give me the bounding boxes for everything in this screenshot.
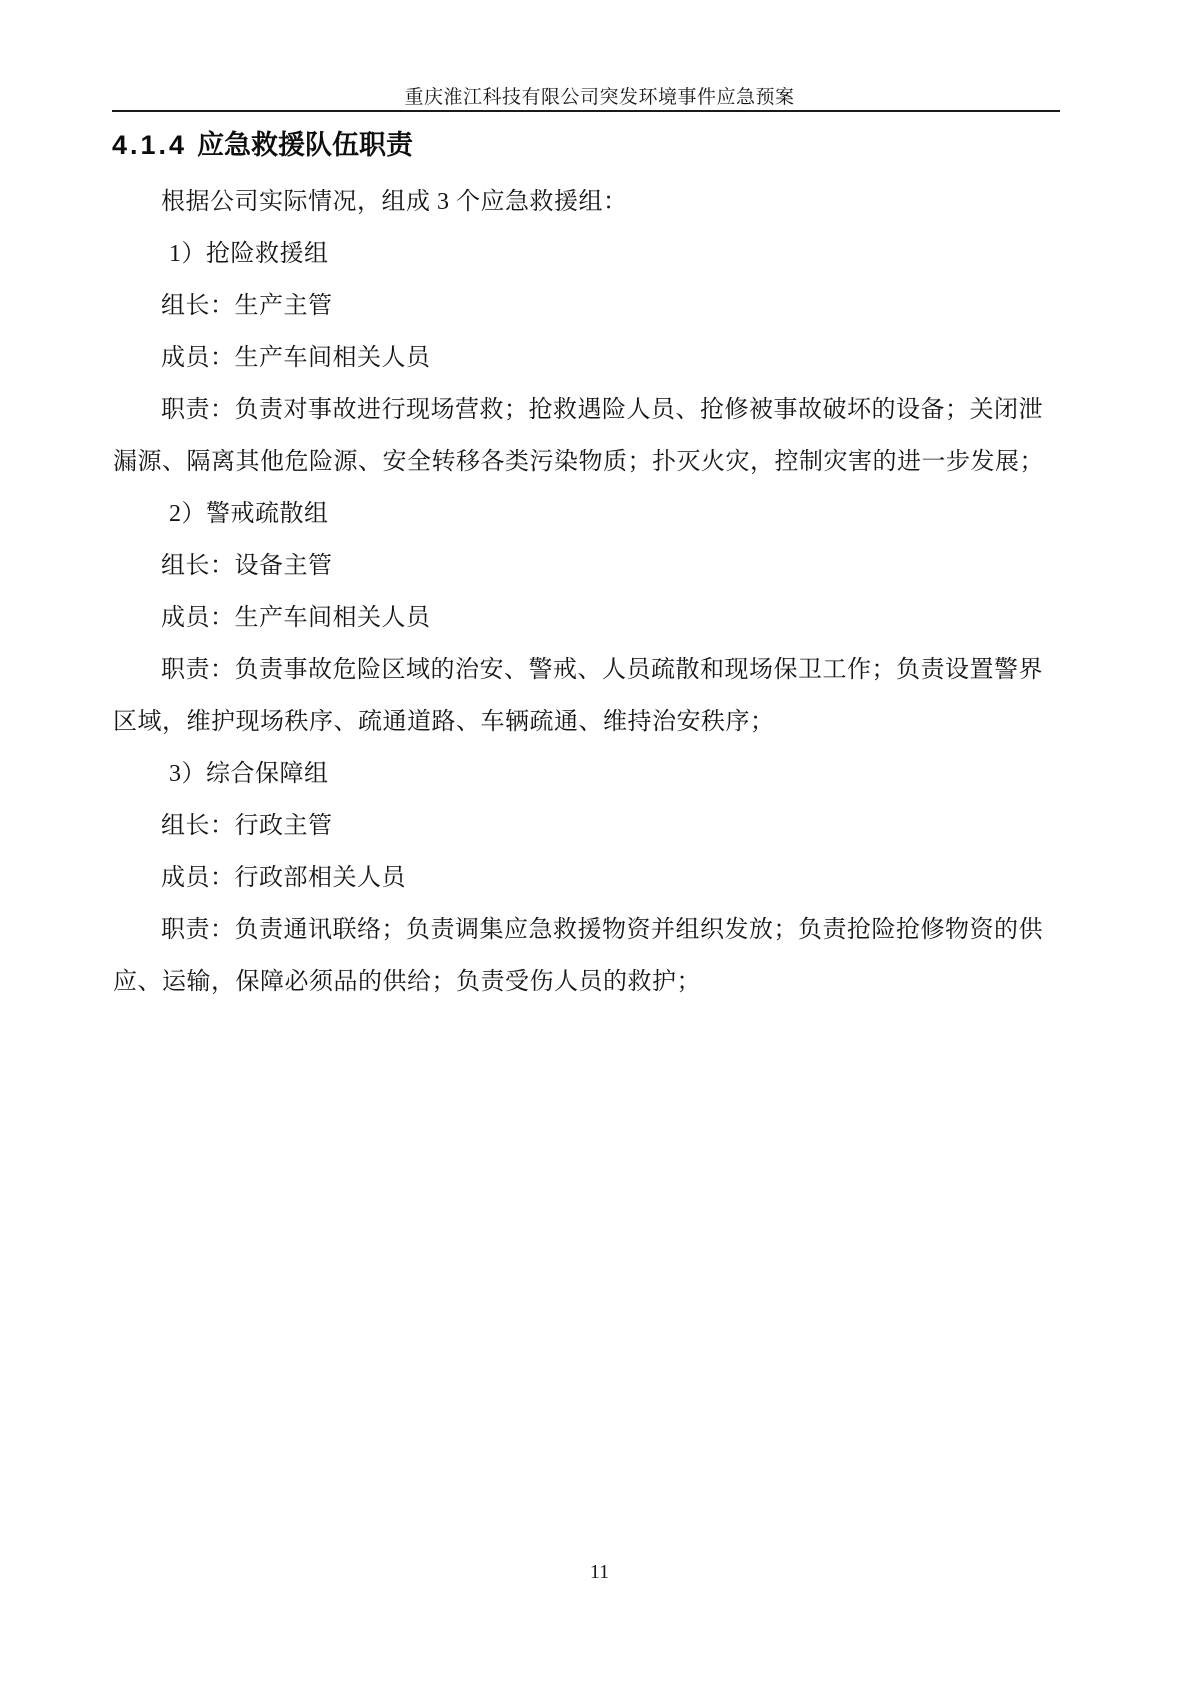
body-line: 成员：生产车间相关人员 [161,345,431,371]
body-line: 职责：负责对事故进行现场营救；抢救遇险人员、抢修被事故破坏的设备；关闭泄 [161,397,1043,423]
body-line: 1）抢险救援组 [169,241,329,267]
body-line: 漏源、隔离其他危险源、安全转移各类污染物质；扑灭火灾，控制灾害的进一步发展； [113,449,1044,475]
body-line: 组长：行政主管 [161,813,333,839]
body-line: 根据公司实际情况，组成 3 个应急救援组： [161,189,628,215]
section-heading [112,129,413,162]
page-number: 11 [589,1561,610,1583]
body-line: 成员：生产车间相关人员 [161,605,431,631]
page-header-title: 重庆淮江科技有限公司突发环境事件应急预案 [404,87,795,108]
section-heading-number: 4.1.4 [112,130,188,160]
body-line: 区域，维护现场秩序、疏通道路、车辆疏通、维持治安秩序； [113,709,775,735]
body-text [113,176,1163,1008]
body-line: 应、运输，保障必须品的供给；负责受伤人员的救护； [113,969,701,995]
body-line: 组长：设备主管 [161,553,333,579]
body-line: 成员：行政部相关人员 [161,865,406,891]
header-divider-rule [112,110,1060,112]
body-line: 3）综合保障组 [169,761,329,787]
body-line: 职责：负责通讯联络；负责调集应急救援物资并组织发放；负责抢险抢修物资的供 [161,917,1043,943]
body-line: 职责：负责事故危险区域的治安、警戒、人员疏散和现场保卫工作；负责设置警界 [161,657,1043,683]
body-line: 2）警戒疏散组 [169,501,329,527]
section-heading-title: 应急救援队伍职责 [197,130,414,160]
body-line: 组长：生产主管 [161,293,333,319]
